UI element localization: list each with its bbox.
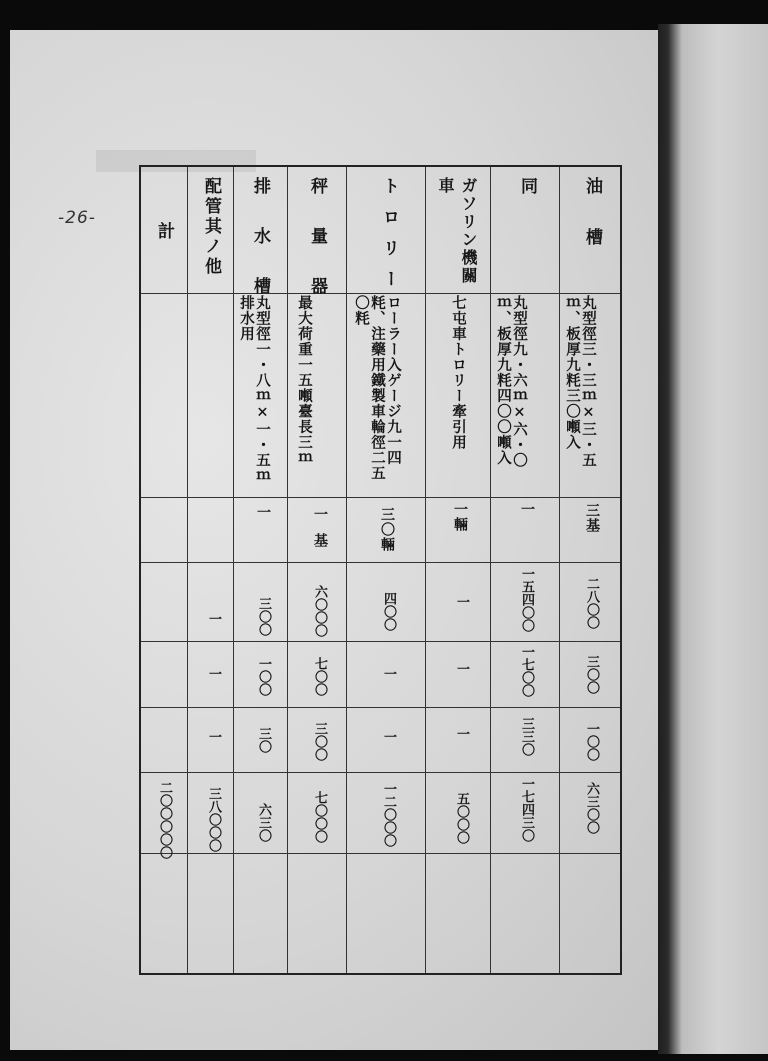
cost-1: 六〇〇〇 [312, 585, 327, 637]
column-total [141, 167, 188, 973]
cost-1: 一 [206, 612, 221, 625]
item-name: 油 槽 [582, 177, 602, 245]
column-scale [288, 167, 347, 973]
item-qty: 一基 [312, 507, 328, 559]
item-qty: 一 [255, 505, 271, 520]
item-qty: 一輛 [452, 502, 468, 532]
column-piping [188, 167, 234, 973]
equipment-table [139, 165, 622, 975]
column-tank-2 [491, 167, 560, 973]
item-qty: 一 [519, 502, 535, 517]
cost-2: 七〇〇 [312, 657, 327, 696]
item-name: 配管其ノ他 [201, 177, 221, 277]
item-qty: 三基 [584, 503, 600, 533]
cost-1: 一 [454, 595, 469, 608]
cost-2: 一 [381, 667, 396, 680]
total-value: 三八〇〇〇 [206, 787, 221, 852]
cost-3: 一〇〇 [584, 722, 599, 761]
column-drain-tank [234, 167, 288, 973]
cost-1: 一五四〇〇 [519, 567, 534, 632]
column-oil-tank [560, 167, 620, 973]
item-name: ガソリン機關車 [436, 177, 478, 285]
item-spec: 七屯車トロリー牽引用 [450, 295, 467, 450]
cost-3: 一 [206, 730, 221, 743]
total-value: 七〇〇〇 [312, 791, 327, 843]
cost-3: 三〇〇 [312, 722, 327, 761]
item-spec: ローラー入ゲージ九一四粍、注藥用鐵製車輪徑二五〇粍 [353, 295, 402, 481]
total-value: 二〇〇〇〇〇 [157, 781, 172, 859]
item-spec: 丸型徑九・六ｍ×六・〇ｍ、板厚九粍四〇〇噸入 [495, 295, 528, 468]
cost-2: 一 [206, 667, 221, 680]
cost-3: 一 [381, 730, 396, 743]
total-value: 六三〇〇 [584, 782, 599, 834]
item-name: 秤 量 器 [307, 177, 327, 302]
cost-1: 二八〇〇 [584, 577, 599, 629]
item-name: 計 [154, 222, 174, 239]
item-name: 同 [517, 177, 537, 194]
cost-1: 四〇〇 [381, 592, 396, 631]
column-trolley [347, 167, 426, 973]
total-value: 一二〇〇〇 [381, 782, 396, 847]
total-value: 一七四三〇 [519, 777, 534, 842]
cost-3: 一 [454, 727, 469, 740]
item-spec: 丸型徑一・八ｍ×一・五ｍ排水用 [238, 295, 271, 484]
total-value: 五〇〇〇 [454, 792, 469, 844]
cost-1: 三〇〇 [256, 597, 271, 636]
cost-2: 一 [454, 662, 469, 675]
cost-2: 三〇〇 [584, 655, 599, 694]
column-gasoline-locomotive [426, 167, 491, 973]
cost-2: 一〇〇 [256, 657, 271, 696]
item-name: 排 水 槽 [250, 177, 270, 302]
item-spec: 丸型徑三・三ｍ×三・五ｍ、板厚九粍三〇噸入 [564, 295, 597, 468]
item-qty: 三〇輛 [379, 507, 395, 552]
total-value: 六三〇 [256, 803, 271, 842]
book-spine [658, 24, 768, 1054]
cost-2: 一七〇〇 [519, 645, 534, 697]
cost-3: 三〇 [256, 727, 271, 753]
item-spec: 最大荷重一五噸臺長三ｍ [296, 295, 313, 466]
item-name: トロリー [379, 177, 399, 301]
cost-3: 三三〇 [519, 717, 534, 756]
page-number: -26- [58, 208, 96, 228]
